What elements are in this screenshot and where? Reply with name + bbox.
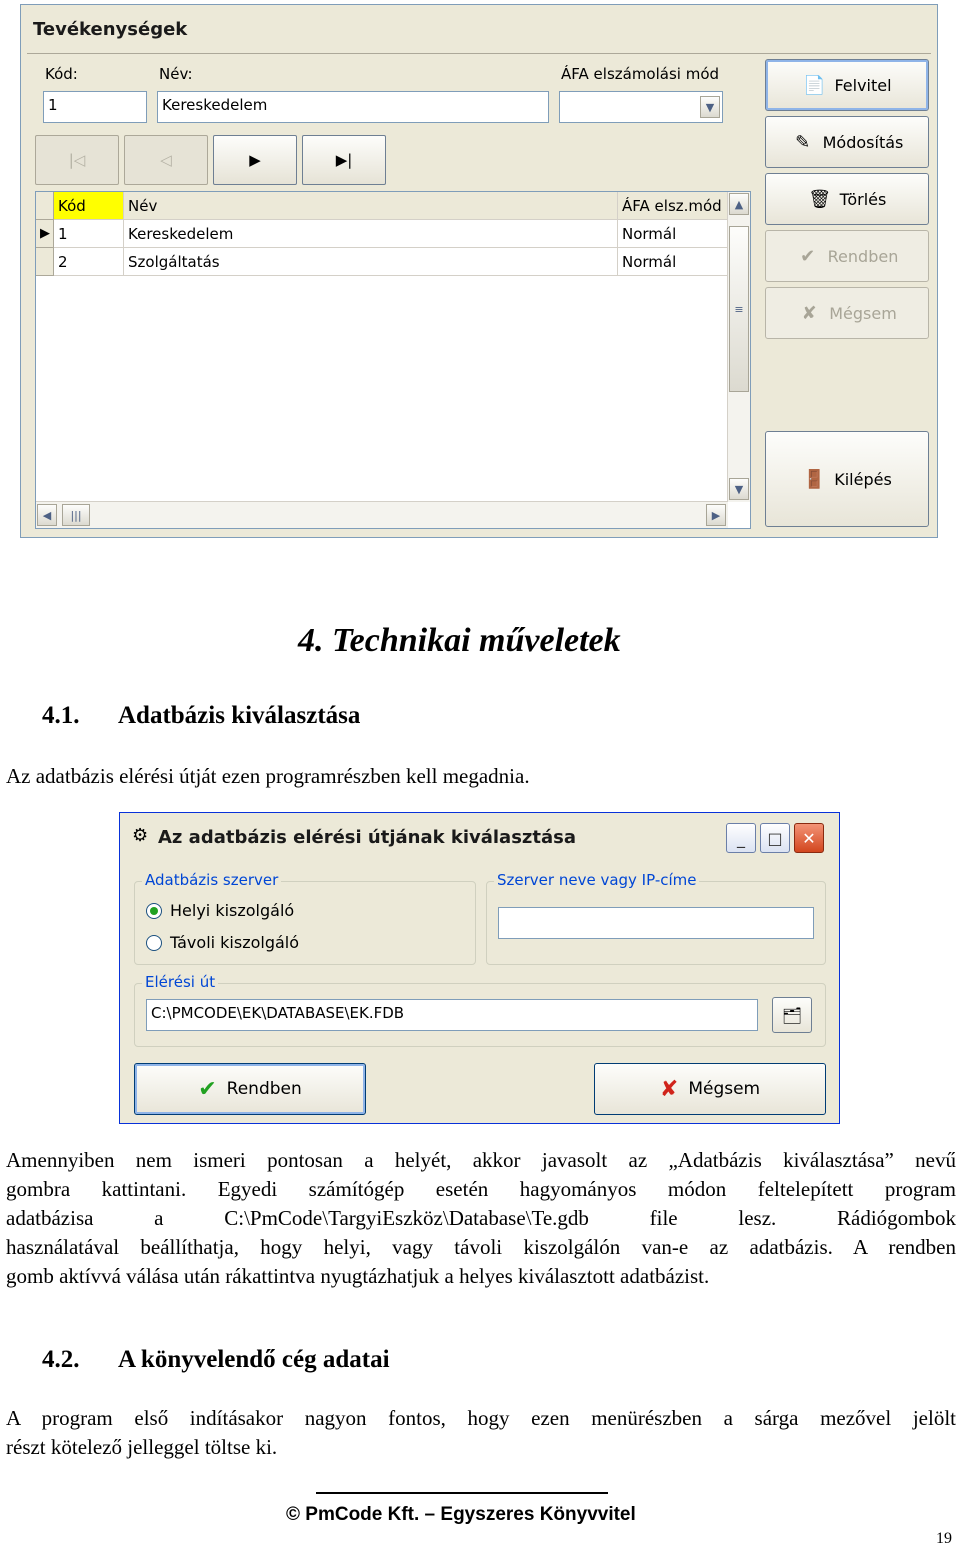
table-cell[interactable]: 1 — [54, 220, 124, 248]
trash-icon: 🗑 — [808, 188, 832, 210]
megsem-button[interactable] — [765, 287, 929, 339]
rendben-label: Rendben — [827, 246, 899, 266]
paragraph-line: gomb aktívvá válása után rákattintva nyugtázhatjuk a helyes kiválasztott adatbázist. — [6, 1264, 710, 1288]
ok-label: Rendben — [226, 1079, 302, 1099]
paragraph-line: Amennyiben nem ismeri pontosan a helyét, akkor javasolt az „Adatbázis kiválasztása” nevű — [6, 1148, 956, 1172]
local-radio[interactable] — [146, 903, 162, 919]
section-number: 4.2. — [42, 1346, 80, 1373]
table-cell[interactable]: Kereskedelem — [124, 220, 618, 248]
browse-folder-icon: 🗂 — [781, 1005, 803, 1025]
scroll-down-icon[interactable]: ▼ — [729, 478, 749, 500]
new-document-icon: 📄 — [803, 74, 826, 96]
kilepes-button[interactable] — [765, 431, 929, 527]
row-indicator — [36, 192, 54, 220]
scroll-right-icon[interactable]: ▶ — [706, 504, 726, 526]
afa-select[interactable] — [559, 91, 723, 123]
maximize-icon[interactable]: □ — [760, 823, 790, 853]
ip-group-label: Szerver neve vagy IP-címe — [494, 871, 699, 889]
check-icon: ✔ — [198, 1076, 217, 1102]
table-cell[interactable]: Normál — [618, 248, 728, 276]
section-title: A könyvelendő cég adatai — [118, 1346, 390, 1373]
column-header-nev[interactable]: Név — [124, 192, 618, 220]
paragraph-line: A program első indításakor nagyon fontos, hogy ezen menürészben a sárga mezővel jelölt — [6, 1406, 956, 1430]
body-paragraph — [6, 1404, 956, 1462]
activities-window — [20, 4, 938, 538]
felvitel-button[interactable] — [765, 59, 929, 111]
column-header-kod[interactable]: Kód — [54, 192, 124, 220]
local-radio-label[interactable]: Helyi kiszolgáló — [170, 901, 295, 920]
browse-button[interactable] — [772, 997, 812, 1033]
felvitel-label: Felvitel — [834, 75, 892, 95]
kilepes-label: Kilépés — [834, 469, 892, 489]
section-number: 4.1. — [42, 702, 80, 729]
database-dialog — [119, 812, 840, 1124]
prev-icon: ◁ — [160, 151, 172, 169]
activities-grid[interactable] — [35, 191, 751, 529]
check-icon: ✔ — [800, 245, 816, 267]
kod-field[interactable]: 1 — [43, 91, 147, 123]
next-icon: ▶ — [249, 151, 261, 169]
remote-radio-label[interactable]: Távoli kiszolgáló — [170, 933, 300, 952]
window-title: Tevékenységek — [33, 19, 188, 40]
scroll-left-icon[interactable]: ◀ — [37, 504, 57, 526]
current-row-indicator — [36, 220, 54, 248]
page-number: 19 — [936, 1530, 952, 1547]
table-cell[interactable]: 2 — [54, 248, 124, 276]
modositas-label: Módosítás — [822, 132, 904, 152]
minimize-icon[interactable]: _ — [726, 823, 756, 853]
cross-icon: ✘ — [659, 1076, 679, 1102]
modositas-button[interactable] — [765, 116, 929, 168]
ok-button[interactable] — [134, 1063, 366, 1115]
torles-button[interactable] — [765, 173, 929, 225]
last-record-button[interactable] — [302, 135, 386, 185]
nev-label: Név: — [159, 65, 193, 83]
nev-field[interactable]: Kereskedelem — [157, 91, 549, 123]
kod-label: Kód: — [45, 65, 78, 83]
table-cell[interactable]: Normál — [618, 220, 728, 248]
path-input[interactable]: C:\PMCODE\EK\DATABASE\EK.FDB — [146, 999, 758, 1031]
title-bar — [21, 5, 937, 53]
paragraph-line: használatával beállíthatja, hogy helyi, vagy távoli kiszolgálón van-e az adatbázis. A rendben — [6, 1235, 956, 1259]
scroll-up-icon[interactable]: ▲ — [729, 193, 749, 215]
server-group-label: Adatbázis szerver — [142, 871, 281, 889]
section-title: Adatbázis kiválasztása — [118, 702, 361, 729]
vertical-scrollbar[interactable] — [727, 192, 750, 502]
divider — [27, 53, 931, 54]
prev-record-button[interactable] — [124, 135, 208, 185]
close-icon[interactable]: ✕ — [794, 823, 824, 853]
horizontal-scrollbar[interactable] — [36, 501, 728, 528]
footer-text: © PmCode Kft. – Egyszeres Könyvvitel — [286, 1504, 636, 1525]
cross-icon: ✘ — [801, 302, 817, 324]
path-group-label: Elérési út — [142, 973, 218, 991]
ip-input[interactable] — [498, 907, 814, 939]
intro-paragraph: Az adatbázis elérési útját ezen programrészben kell megadnia. — [6, 764, 530, 788]
first-record-button[interactable] — [35, 135, 119, 185]
scroll-thumb[interactable]: ≡ — [729, 226, 749, 392]
dialog-title: Az adatbázis elérési útjának kiválasztása — [158, 827, 577, 848]
cancel-label: Mégsem — [688, 1079, 761, 1099]
footer-rule — [316, 1492, 608, 1494]
title-bar — [120, 813, 839, 859]
megsem-label: Mégsem — [829, 303, 897, 323]
rendben-button[interactable] — [765, 230, 929, 282]
body-paragraph — [6, 1146, 956, 1291]
chevron-down-icon[interactable]: ▼ — [700, 96, 720, 118]
row-pointer-icon: ▶ — [40, 226, 50, 241]
cancel-button[interactable] — [594, 1063, 826, 1115]
hscroll-thumb[interactable]: ||| — [62, 504, 90, 526]
torles-label: Törlés — [839, 189, 887, 209]
table-cell[interactable]: Szolgáltatás — [124, 248, 618, 276]
paragraph-line: részt kötelező jelleggel töltse ki. — [6, 1435, 278, 1459]
edit-icon: ✎ — [795, 131, 811, 153]
first-icon: |◁ — [68, 151, 86, 169]
row-indicator — [36, 248, 54, 276]
app-icon: ⚙ — [132, 825, 149, 846]
paragraph-line: gombra kattintani. Egyedi számítógép esetén hagyományos módon feltelepített program — [6, 1177, 956, 1201]
column-header-afa[interactable]: ÁFA elsz.mód — [618, 192, 728, 220]
paragraph-line: adatbázisa a C:\PmCode\TargyiEszköz\Database\Te.gdb file lesz. Rádiógombok — [6, 1206, 956, 1230]
exit-door-icon: 🚪 — [803, 468, 826, 490]
remote-radio[interactable] — [146, 935, 162, 951]
next-record-button[interactable] — [213, 135, 297, 185]
afa-label: ÁFA elszámolási mód — [561, 65, 720, 83]
chapter-heading: 4. Technikai műveletek — [298, 622, 621, 659]
server-group — [134, 881, 476, 965]
last-icon: ▶| — [335, 151, 353, 169]
